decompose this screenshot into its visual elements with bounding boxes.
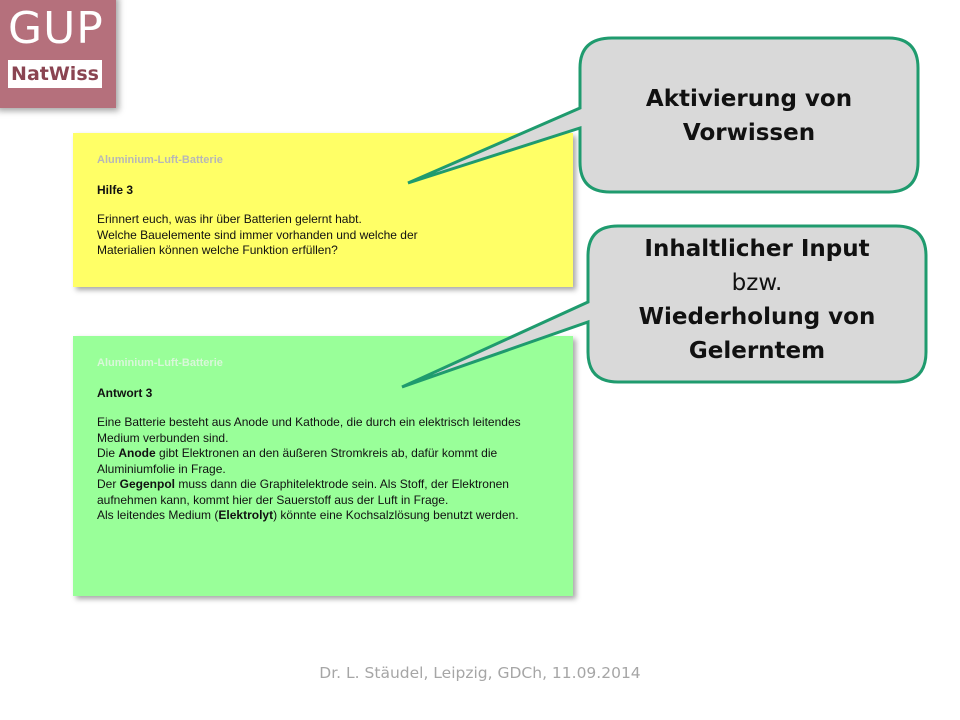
answer-paragraph-1: Eine Batterie besteht aus Anode und Kathode, die durch ein elektrisch leitendes Medium verbunden sind. bbox=[97, 415, 521, 445]
term-anode: Anode bbox=[118, 446, 156, 460]
bubble-top-line-1: Aktivierung von bbox=[645, 86, 853, 112]
hint-line-1: Erinnert euch, was ihr über Batterien gelernt habt. bbox=[97, 212, 362, 226]
bubble-bottom-line-1: Inhaltlicher Input bbox=[644, 236, 870, 262]
hint-card-header: Aluminium-Luft-Batterie bbox=[97, 154, 223, 166]
bubble-top-text bbox=[580, 82, 918, 150]
bubble-bottom-text bbox=[588, 232, 926, 368]
bubble-bottom-line-3: Wiederholung von bbox=[638, 304, 876, 330]
answer-paragraph-2: Die Anode gibt Elektronen an den äußeren Stromkreis ab, dafür kommt die Aluminiumfolie in Frage. bbox=[97, 446, 498, 476]
term-elektrolyt: Elektrolyt bbox=[218, 508, 274, 522]
term-gegenpol: Gegenpol bbox=[119, 477, 176, 491]
logo-title: GUP bbox=[8, 3, 104, 54]
answer-card-header: Aluminium-Luft-Batterie bbox=[97, 357, 223, 369]
bubble-top-line-2: Vorwissen bbox=[682, 120, 816, 146]
bubble-bottom-line-2: bzw. bbox=[731, 270, 783, 296]
bubble-bottom-line-4: Gelerntem bbox=[688, 338, 826, 364]
logo-subtitle: NatWiss bbox=[8, 60, 102, 88]
answer-card-title: Antwort 3 bbox=[97, 385, 153, 400]
answer-paragraph-3: Der Gegenpol muss dann die Graphitelektrode sein. Als Stoff, der Elektronen aufnehmen kann, kommt hier der Sauerstoff aus der Luft in Frage. bbox=[97, 477, 509, 507]
hint-line-2: Welche Bauelemente sind immer vorhanden und welche der bbox=[97, 227, 418, 242]
hint-card-title: Hilfe 3 bbox=[97, 182, 134, 197]
slide-footer: Dr. L. Stäudel, Leipzig, GDCh, 11.09.2014 bbox=[319, 664, 641, 682]
answer-paragraph-4: Als leitendes Medium (Elektrolyt) könnte eine Kochsalzlösung benutzt werden. bbox=[97, 508, 519, 522]
hint-line-3: Materialien können welche Funktion erfüllen? bbox=[97, 243, 338, 257]
